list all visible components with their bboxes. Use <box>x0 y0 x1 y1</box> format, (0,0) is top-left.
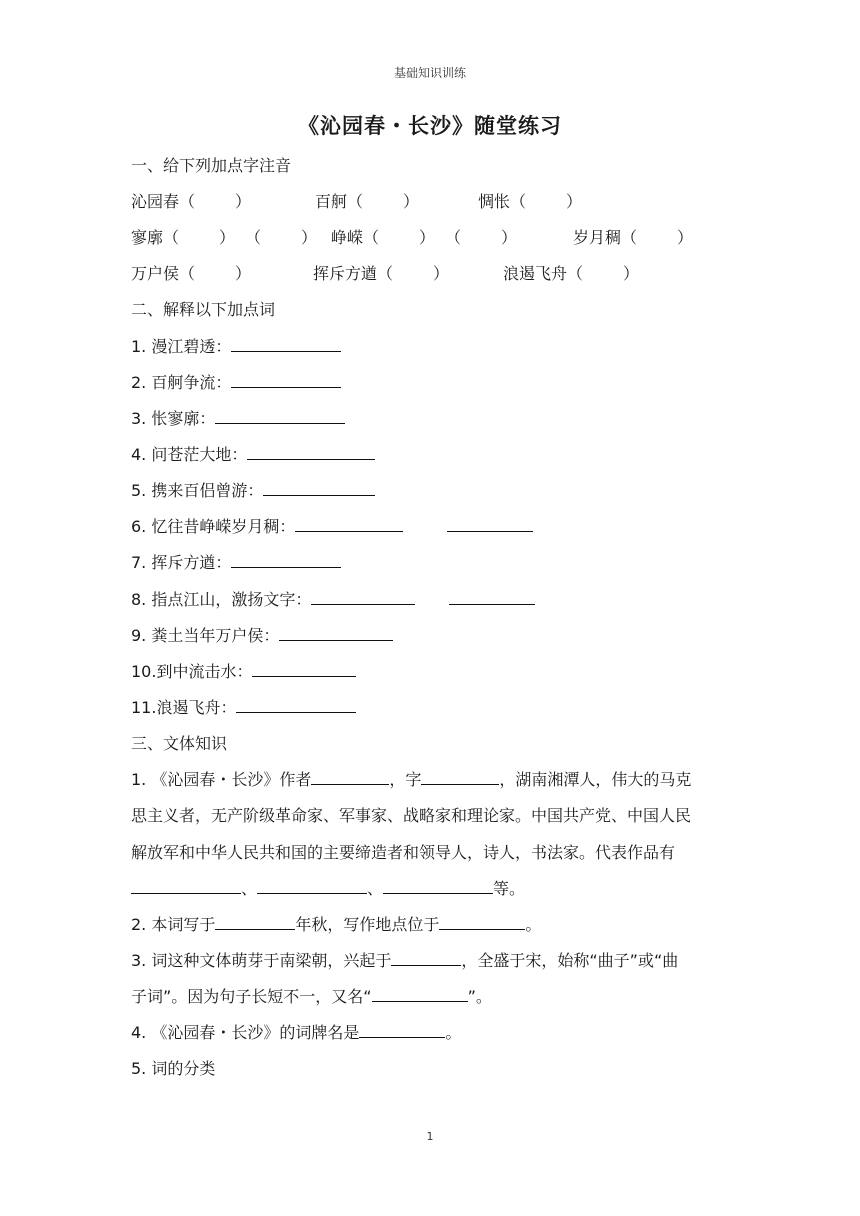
answer-blank[interactable] <box>421 769 499 785</box>
answer-blank[interactable] <box>236 697 356 713</box>
answer-blank[interactable] <box>231 552 341 568</box>
pinyin-item: 百舸（ ） <box>315 192 420 211</box>
answer-blank[interactable] <box>215 914 295 930</box>
pinyin-item: 峥嵘（ ） （ ） <box>331 228 518 247</box>
answer-blank[interactable] <box>231 372 341 388</box>
question-3-line2: 子词”。因为句子长短不一，又名“ ”。 <box>131 987 492 1006</box>
page-title: 《沁园春・长沙》随堂练习 <box>298 114 562 138</box>
answer-blank[interactable] <box>449 589 535 605</box>
answer-blank[interactable] <box>279 625 393 641</box>
pinyin-item: 寥廓（ ） （ ） <box>131 228 318 247</box>
definition-item: 10.到中流击水： <box>131 659 356 682</box>
answer-blank[interactable] <box>383 878 493 894</box>
definition-item: 5. 携来百侣曾游： <box>131 478 375 501</box>
answer-blank[interactable] <box>295 516 403 532</box>
pinyin-item: 沁园春（ ） <box>131 192 252 211</box>
question-2: 2. 本词写于 年秋，写作地点位于 。 <box>131 915 542 934</box>
answer-blank[interactable] <box>263 480 375 496</box>
question-3: 3. 词这种文体萌芽于南梁朝，兴起于 ，全盛于宋，始称“曲子”或“曲 <box>131 951 679 970</box>
page-header: 基础知识训练 <box>393 66 466 80</box>
answer-blank[interactable] <box>131 878 241 894</box>
answer-blank[interactable] <box>252 661 356 677</box>
definition-item: 2. 百舸争流： <box>131 370 341 393</box>
answer-blank[interactable] <box>447 516 533 532</box>
question-4: 4. 《沁园春・长沙》的词牌名是 。 <box>131 1023 462 1042</box>
answer-blank[interactable] <box>359 1022 445 1038</box>
definition-item: 4. 问苍茫大地： <box>131 442 375 465</box>
section3-heading: 三、文体知识 <box>131 734 228 753</box>
definition-item: 3. 怅寥廓： <box>131 406 345 429</box>
answer-blank[interactable] <box>311 769 389 785</box>
pinyin-item: 万户侯（ ） <box>131 264 252 283</box>
question-1-line4: 、 、 等。 <box>131 876 525 899</box>
definition-item: 6. 忆往昔峥嵘岁月稠： <box>131 514 533 537</box>
answer-blank[interactable] <box>391 950 461 966</box>
pinyin-item: 惆怅（ ） <box>478 192 583 211</box>
answer-blank[interactable] <box>215 408 345 424</box>
definition-item: 1. 漫江碧透： <box>131 334 341 357</box>
question-1-line2: 思主义者，无产阶级革命家、军事家、战略家和理论家。中国共产党、中国人民 <box>131 806 692 825</box>
definition-item: 9. 粪土当年万户侯： <box>131 623 393 646</box>
section1-heading: 一、给下列加点字注音 <box>131 156 292 175</box>
definition-item: 8. 指点江山，激扬文字： <box>131 587 535 610</box>
answer-blank[interactable] <box>247 444 375 460</box>
question-1-line3: 解放军和中华人民共和国的主要缔造者和领导人，诗人，书法家。代表作品有 <box>131 843 676 862</box>
answer-blank[interactable] <box>311 589 415 605</box>
question-1: 1. 《沁园春・长沙》作者 ，字 ，湖南湘潭人，伟大的马克 <box>131 770 692 789</box>
page-number: 1 <box>426 1130 434 1143</box>
answer-blank[interactable] <box>257 878 367 894</box>
definition-item: 7. 挥斥方遒： <box>131 550 341 573</box>
answer-blank[interactable] <box>231 336 341 352</box>
section2-heading: 二、解释以下加点词 <box>131 300 276 319</box>
question-5: 5. 词的分类 <box>131 1059 216 1078</box>
answer-blank[interactable] <box>372 986 468 1002</box>
pinyin-item: 挥斥方遒（ ） <box>313 264 450 283</box>
pinyin-item: 岁月稠（ ） <box>573 228 694 247</box>
pinyin-item: 浪遏飞舟（ ） <box>503 264 640 283</box>
definition-item: 11.浪遏飞舟： <box>131 695 356 718</box>
answer-blank[interactable] <box>439 914 525 930</box>
